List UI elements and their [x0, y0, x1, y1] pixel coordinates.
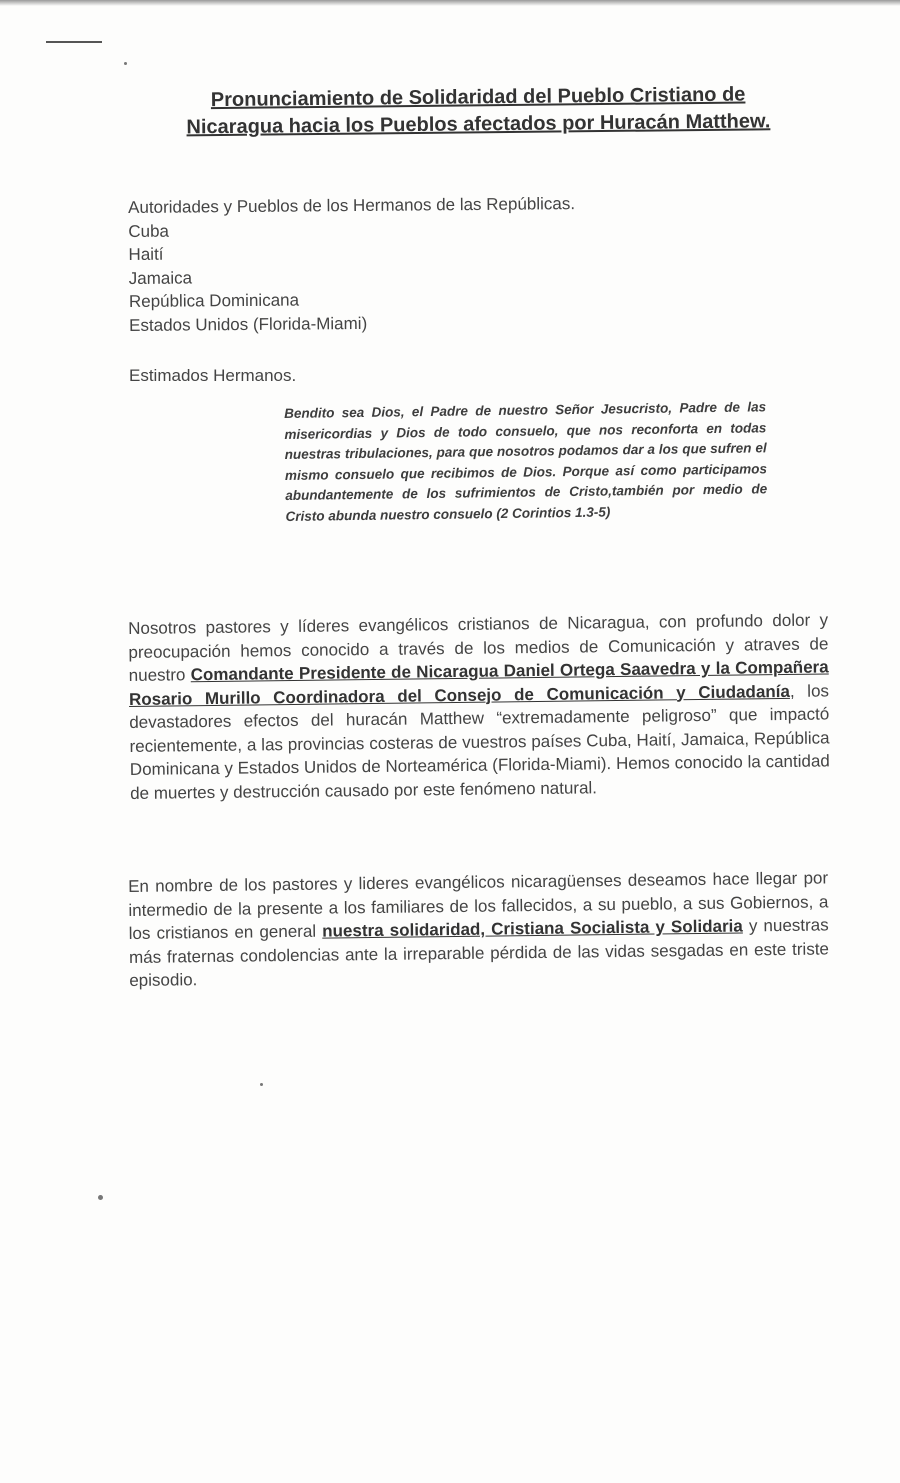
paragraph-text: , los devastadores efectos del huracán Matthew “extremadamente peligroso” que impactó recientemente, a las provincias costeras de vuestros países Cuba, Haití, Jamaica, República Dominicana y Estados Unidos de Norteamérica (Florida-Miami). Hemos conocido la cantidad de muertes y destrucción causado por este fenómeno natural.	[129, 680, 830, 803]
title-line: Nicaragua hacia los Pueblos afectados por Huracán Matthew.	[186, 110, 771, 139]
paragraph-text: y nuestras más fraternas condolencias ante la irreparable pérdida de las vidas sesgadas en este triste episodio.	[128, 915, 830, 990]
letter-title	[128, 81, 829, 142]
body-paragraph-1	[128, 608, 830, 805]
country-dominican-republic: República Dominicana	[128, 290, 300, 311]
scan-speck	[260, 1083, 263, 1086]
paragraph-text: Nosotros pastores y líderes evangélicos cristianos de Nicaragua, con profundo dolor y preocupación hemos conocido a través de los medios de Comunicación y atraves de nuestro	[128, 610, 829, 685]
country-jamaica: Jamaica	[128, 267, 193, 288]
bible-quote: Bendito sea Dios, el Padre de nuestro Señor Jesucristo, Padre de las misericordias y Dios de todo consuelo, que nos reconforta en todas nuestras tribulaciones, para que nosotros podamos dar a los que sufren el mismo consuelo que recibimos de Dios. Porque así como participamos abundantemente de los sufrimientos de Cristo,también por medio de Cristo abunda nuestro consuelo (2 Corintios 1.3-5)	[284, 399, 768, 524]
underlined-emphasis: nuestra solidaridad, Cristiana Socialista y Solidaria	[322, 916, 743, 941]
country-haiti: Haití	[128, 244, 164, 264]
paragraph-text: En nombre de los pastores y lideres evangélicos nicaragüenses deseamos hace llegar por intermedio de la presente a los familiares de los fallecidos, a su pueblo, a sus Gobiernos, a los cristianos en general	[128, 868, 829, 943]
title-line: Pronunciamiento de Solidaridad del Pueblo Cristiano de	[210, 83, 746, 112]
underlined-emphasis: Comandante Presidente de Nicaragua Daniel Ortega Saavedra y la Compañera Rosario Murillo Coordinadora del Consejo de Comunicación y Ciudadanía	[128, 657, 829, 709]
scan-speck	[98, 1195, 103, 1200]
scan-top-edge	[0, 0, 900, 6]
salutation: Estimados Hermanos.	[129, 366, 297, 385]
address-block	[128, 192, 576, 337]
country-united-states: Estados Unidos (Florida-Miami)	[129, 313, 368, 335]
body-paragraph-2	[128, 866, 829, 992]
address-intro: Autoridades y Pueblos de los Hermanos de las Repúblicas.	[128, 194, 576, 217]
margin-pen-mark	[46, 41, 102, 43]
scan-speck	[124, 62, 127, 65]
country-cuba: Cuba	[128, 221, 170, 241]
